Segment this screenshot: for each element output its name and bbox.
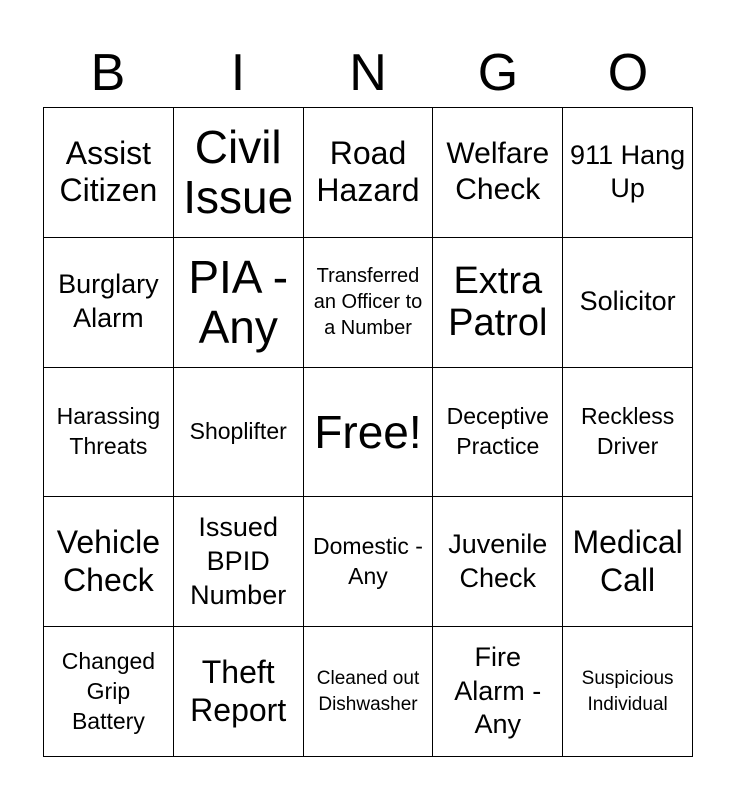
bingo-cell[interactable]: Solicitor [563,238,693,368]
bingo-cell[interactable]: Cleaned out Dishwasher [304,627,434,757]
bingo-cell[interactable]: Changed Grip Battery [44,627,174,757]
bingo-cell[interactable]: Burglary Alarm [44,238,174,368]
bingo-cell[interactable]: Transferred an Officer to a Number [304,238,434,368]
header-letter-o: O [607,44,649,102]
header-letter-i: I [230,44,246,102]
bingo-cell[interactable]: Deceptive Practice [433,368,563,498]
bingo-cell[interactable]: Reckless Driver [563,368,693,498]
bingo-cell[interactable]: Extra Patrol [433,238,563,368]
bingo-cell[interactable]: Juvenile Check [433,497,563,627]
bingo-cell[interactable]: PIA - Any [174,238,304,368]
bingo-cell[interactable]: Welfare Check [433,108,563,238]
header-letter-b: B [90,44,126,102]
bingo-cell[interactable]: Fire Alarm - Any [433,627,563,757]
bingo-cell[interactable]: Civil Issue [174,108,304,238]
bingo-cell[interactable]: Theft Report [174,627,304,757]
bingo-header [43,40,693,106]
bingo-cell[interactable]: 911 Hang Up [563,108,693,238]
bingo-cell[interactable]: Suspicious Individual [563,627,693,757]
bingo-cell[interactable]: Vehicle Check [44,497,174,627]
header-letter-g: G [477,44,519,102]
bingo-cell[interactable]: Issued BPID Number [174,497,304,627]
free-space-cell[interactable]: Free! [304,368,434,498]
bingo-cell[interactable]: Assist Citizen [44,108,174,238]
bingo-cell[interactable]: Medical Call [563,497,693,627]
bingo-cell[interactable]: Road Hazard [304,108,434,238]
bingo-cell[interactable]: Shoplifter [174,368,304,498]
bingo-cell[interactable]: Domestic - Any [304,497,434,627]
header-letter-n: N [349,44,387,102]
bingo-cell[interactable]: Harassing Threats [44,368,174,498]
bingo-grid [43,107,693,757]
